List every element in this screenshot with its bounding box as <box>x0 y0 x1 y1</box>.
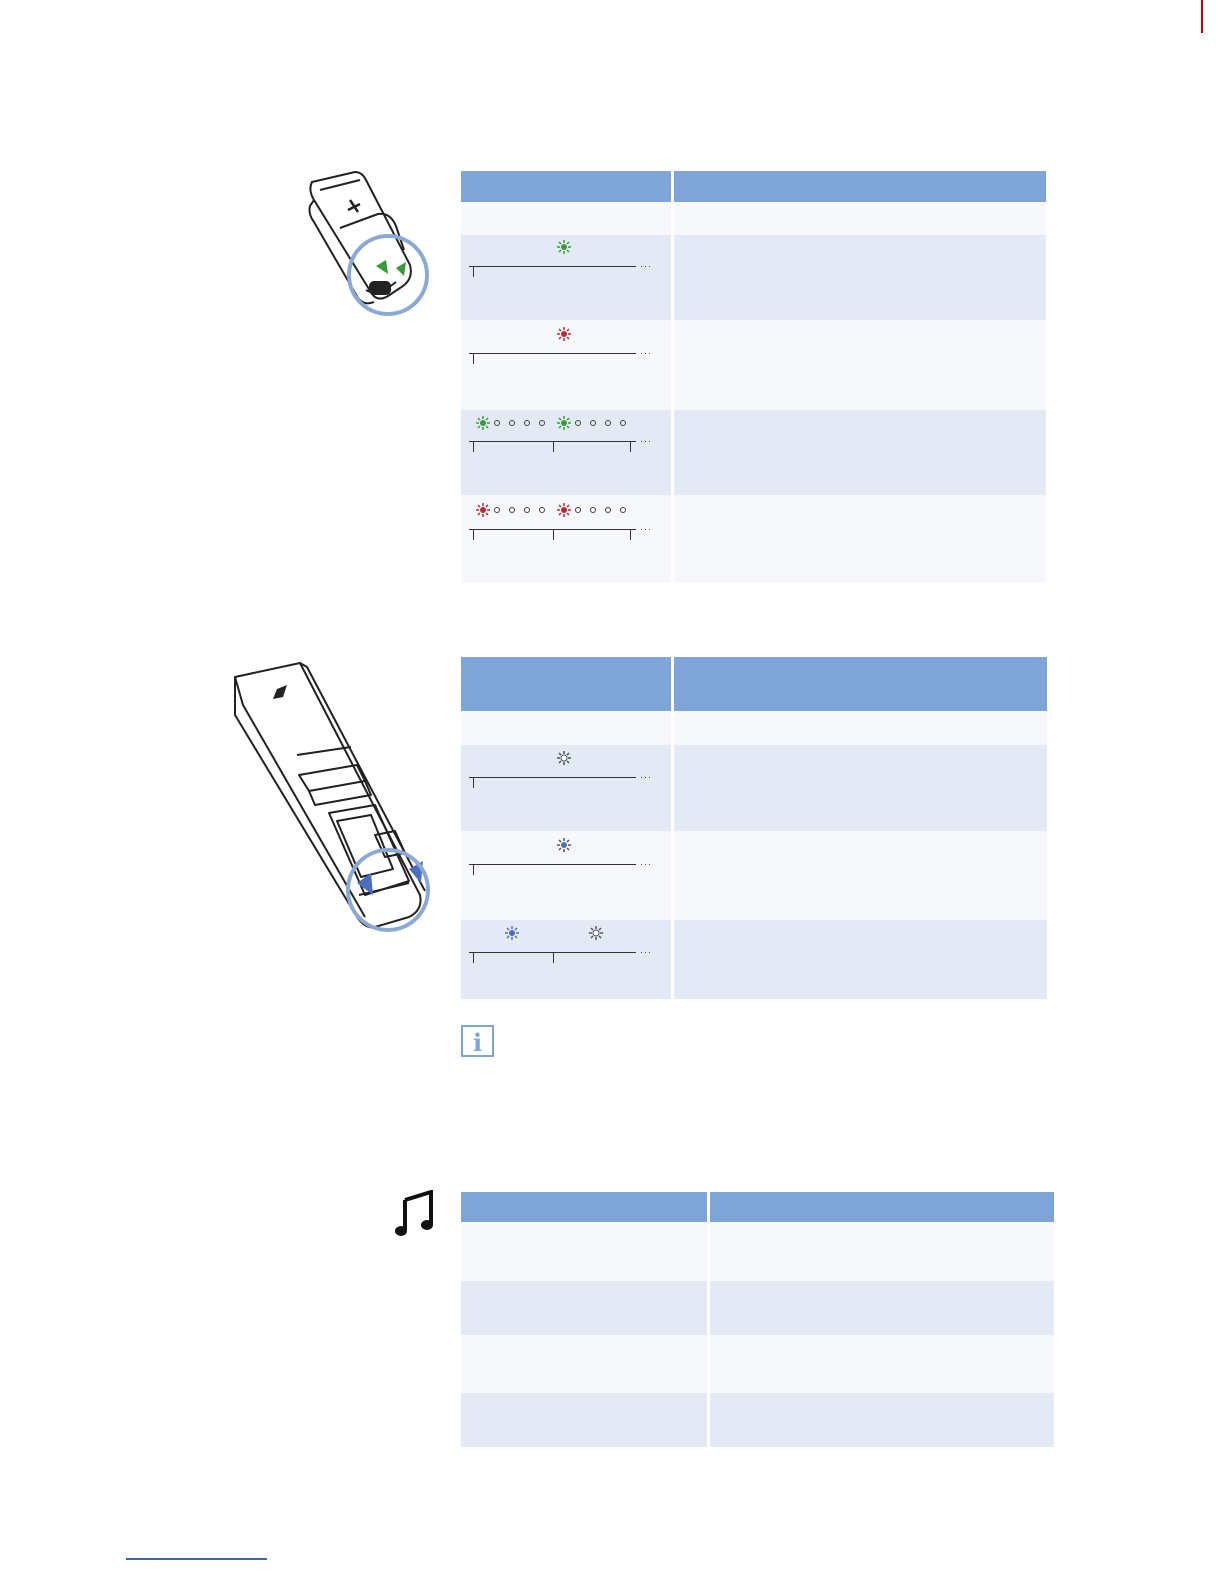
table-row <box>461 831 1047 920</box>
timeline-tick <box>473 952 474 963</box>
table-header-cell <box>710 1192 1054 1222</box>
table-header-cell <box>461 1192 707 1222</box>
led-off-icon <box>605 420 611 426</box>
dongle-led-illustration <box>225 655 435 935</box>
led-green-icon <box>556 239 572 255</box>
timeline-continuation: ··· <box>640 859 652 869</box>
timeline-tick <box>473 777 474 788</box>
timeline-tick <box>473 864 474 875</box>
led-green-icon <box>556 415 572 431</box>
timeline-tick <box>553 952 554 963</box>
led-white-icon <box>588 925 604 941</box>
led-red-icon <box>556 326 572 342</box>
led-blue-icon <box>504 925 520 941</box>
timeline-tick <box>473 529 474 540</box>
led-off-icon <box>575 507 581 513</box>
led-red-icon <box>475 502 491 518</box>
timeline-continuation: ··· <box>640 348 652 358</box>
table-header-cell <box>461 171 671 202</box>
led-off-icon <box>575 420 581 426</box>
column-separator <box>707 1192 710 1447</box>
timeline <box>469 777 636 778</box>
led-off-icon <box>605 507 611 513</box>
timeline-tick <box>473 441 474 452</box>
timeline-continuation: ··· <box>640 261 652 271</box>
timeline-continuation: ··· <box>640 524 652 534</box>
info-icon: i <box>461 1025 494 1057</box>
led-off-icon <box>620 420 626 426</box>
table-row <box>461 235 1046 320</box>
table-header-cell <box>674 657 1047 711</box>
timeline-tick <box>553 441 554 452</box>
table-header-cell <box>461 657 671 711</box>
table-row <box>461 410 1046 495</box>
table-row <box>461 320 1046 410</box>
led-off-icon <box>620 507 626 513</box>
column-separator <box>671 657 674 999</box>
led-off-icon <box>524 507 530 513</box>
timeline-tick <box>630 441 631 452</box>
footer-link-underline <box>126 1558 267 1560</box>
led-off-icon <box>509 507 515 513</box>
table-header-cell <box>674 171 1046 202</box>
led-off-icon <box>509 420 515 426</box>
column-separator <box>671 171 674 583</box>
timeline-tick <box>553 529 554 540</box>
timeline <box>469 353 636 354</box>
table-row <box>461 202 1046 235</box>
timeline-continuation: ··· <box>640 772 652 782</box>
timeline-tick <box>630 529 631 540</box>
music-note-icon <box>395 1190 435 1238</box>
timeline-tick <box>473 353 474 364</box>
led-off-icon <box>494 507 500 513</box>
table-row <box>461 920 1047 999</box>
led-green-icon <box>475 415 491 431</box>
headset-led-illustration <box>300 170 435 320</box>
led-off-icon <box>524 420 530 426</box>
led-red-icon <box>556 502 572 518</box>
timeline <box>469 266 636 267</box>
led-white-icon <box>556 750 572 766</box>
led-off-icon <box>539 507 545 513</box>
led-off-icon <box>539 420 545 426</box>
led-off-icon <box>590 507 596 513</box>
led-off-icon <box>494 420 500 426</box>
led-blue-icon <box>556 837 572 853</box>
table-row <box>461 1393 1054 1447</box>
page-edge-mark <box>1201 0 1203 33</box>
table-row <box>461 1281 1054 1335</box>
table-row <box>461 1335 1054 1393</box>
table-row <box>461 495 1046 583</box>
table-row <box>461 745 1047 831</box>
timeline-continuation: ··· <box>640 947 652 957</box>
timeline <box>469 864 636 865</box>
led-off-icon <box>590 420 596 426</box>
timeline-continuation: ··· <box>640 436 652 446</box>
table-row <box>461 1222 1054 1281</box>
table-row <box>461 711 1047 745</box>
timeline-tick <box>473 266 474 277</box>
